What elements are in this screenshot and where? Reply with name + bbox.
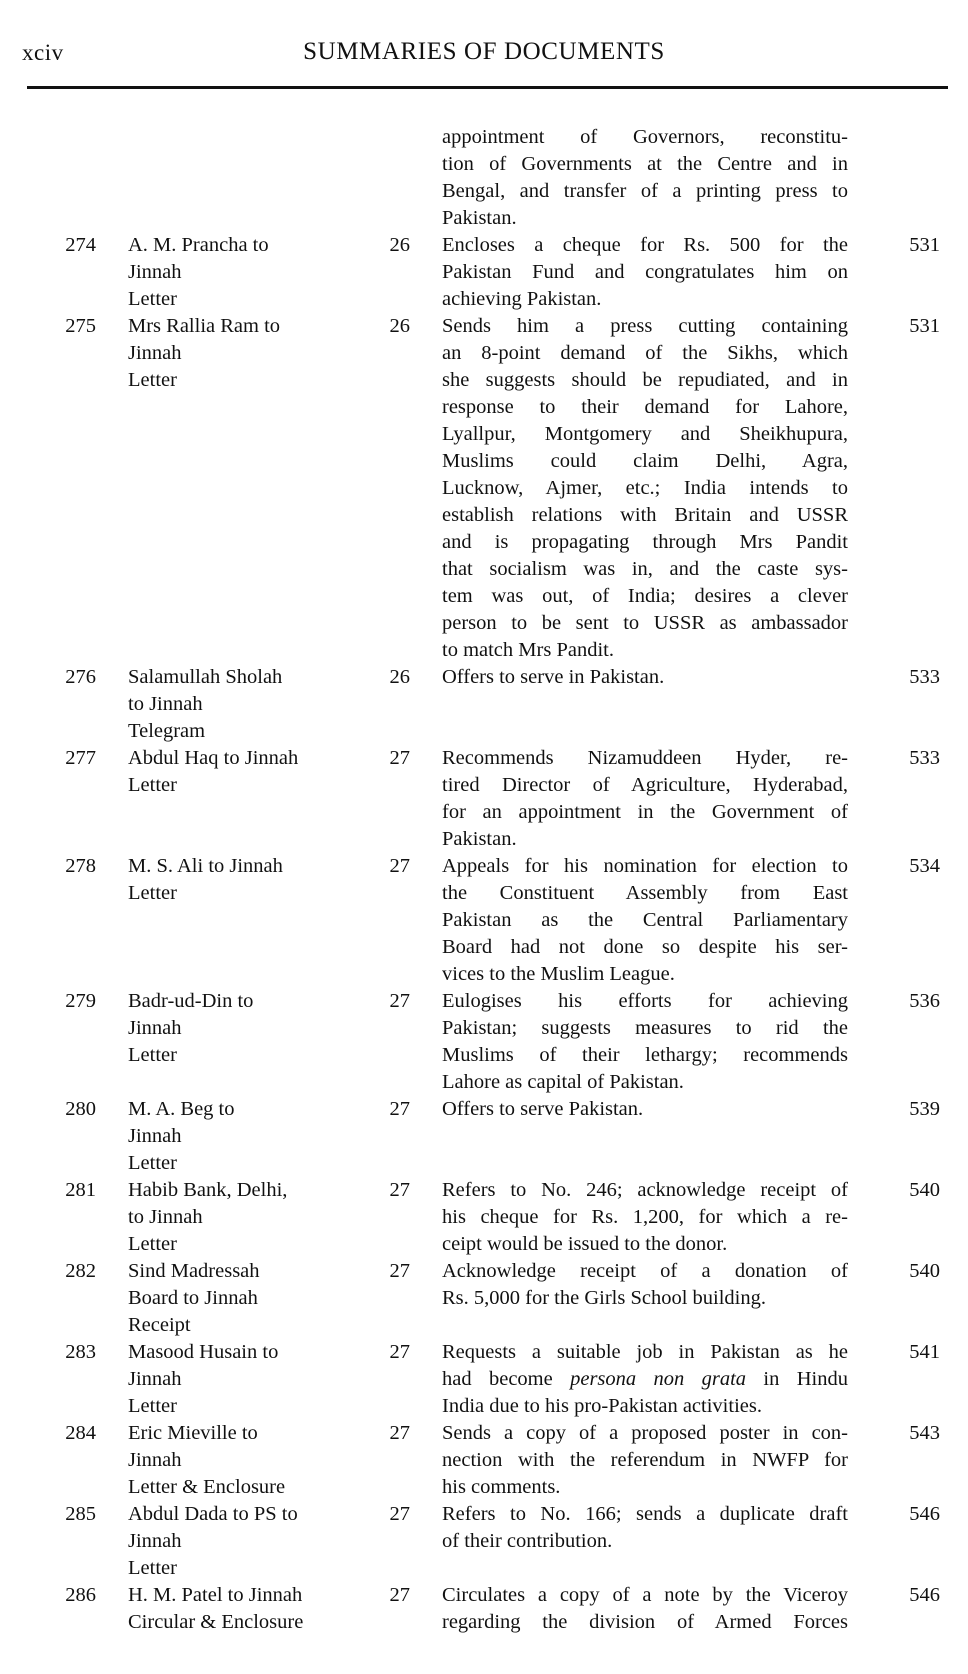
summary-line: for an appointment in the Government of [442,801,848,823]
document-number: 282 [65,1260,96,1282]
sender-line: Badr-ud-Din to [128,990,254,1012]
sender-line: Jinnah [128,1449,182,1471]
document-number: 279 [65,990,96,1012]
table-row [0,313,968,664]
sender-line: Jinnah [128,1017,182,1039]
summary-line: Refers to No. 246; acknowledge receipt of [442,1179,848,1201]
summary-line: achieving Pakistan. [442,288,602,310]
summary-line: Bengal, and transfer of a printing press to [442,180,848,202]
summary-line: that socialism was in, and the caste sys- [442,558,848,580]
document-number: 278 [65,855,96,877]
page-folio: xciv [22,40,64,65]
summary-line: Eulogises his efforts for achieving [442,990,848,1012]
summary-line: tem was out, of India; desires a clever [442,585,848,607]
document-summary [442,1501,848,1555]
summary-line: and is propagating through Mrs Pandit [442,531,848,553]
document-date: 26 [389,234,410,256]
page-number: 533 [909,747,940,769]
document-date: 27 [389,1179,410,1201]
document-date: 26 [389,666,410,688]
sender-line: Jinnah [128,1368,182,1390]
page-number: 540 [909,1260,940,1282]
sender-line: Letter & Enclosure [128,1476,286,1498]
document-summary [442,313,848,664]
summary-line: Lahore as capital of Pakistan. [442,1071,684,1093]
sender-line: Jinnah [128,261,182,283]
summary-line: nection with the referendum in NWFP for [442,1449,848,1471]
summary-line: Refers to No. 166; sends a duplicate draft [442,1503,848,1525]
document-sender [128,988,368,1069]
page-number: 541 [909,1341,940,1363]
sender-line: Receipt [128,1314,191,1336]
summary-line: response to their demand for Lahore, [442,396,848,418]
page-number: 531 [909,315,940,337]
page-number: 543 [909,1422,940,1444]
summary-line: India due to his pro-Pakistan activities. [442,1395,762,1417]
summary-line: tion of Governments at the Centre and in [442,153,848,175]
table-row [0,1501,968,1582]
table-row [0,745,968,853]
summary-line [442,1366,848,1393]
summary-line: Encloses a cheque for Rs. 500 for the [442,234,848,256]
page-number: 531 [909,234,940,256]
table-row [0,664,968,745]
document-sender [128,745,368,799]
summary-line: Appeals for his nomination for election to [442,855,848,877]
page-number: 546 [909,1584,940,1606]
document-summary [442,988,848,1096]
sender-line: Sind Madressah [128,1260,260,1282]
summary-text: in Hindu [746,1368,848,1390]
table-row [0,232,968,313]
document-number: 286 [65,1584,96,1606]
document-summary [442,1177,848,1258]
summary-line: Pakistan as the Central Parliamentary [442,909,848,931]
sender-line: M. S. Ali to Jinnah [128,855,283,877]
running-title: SUMMARIES OF DOCUMENTS [303,38,665,65]
document-date: 27 [389,1584,410,1606]
document-sender [128,664,368,745]
document-sender [128,1177,368,1258]
document-summary [442,1258,848,1312]
summary-line: regarding the division of Armed Forces [442,1611,848,1633]
summary-line: Pakistan. [442,207,517,229]
document-date: 27 [389,1422,410,1444]
document-sender [128,1420,368,1501]
document-date: 27 [389,855,410,877]
summary-line: Pakistan Fund and congratulates him on [442,261,848,283]
document-number: 276 [65,666,96,688]
header-rule [27,86,948,89]
summary-line: his comments. [442,1476,561,1498]
document-summary [442,664,848,691]
document-number: 280 [65,1098,96,1120]
document-sender [128,1339,368,1420]
sender-line: Jinnah [128,1530,182,1552]
summary-line: Requests a suitable job in Pakistan as he [442,1341,848,1363]
summary-line: establish relations with Britain and USSR [442,504,848,526]
document-date: 26 [389,315,410,337]
summary-line: Sends a copy of a proposed poster in con- [442,1422,848,1444]
page-number: 539 [909,1098,940,1120]
document-date: 27 [389,1098,410,1120]
sender-line: Salamullah Sholah [128,666,283,688]
document-sender [128,313,368,394]
summary-line: Muslims could claim Delhi, Agra, [442,450,848,472]
sender-line: Letter [128,1233,177,1255]
sender-line: Jinnah [128,1125,182,1147]
document-summary [442,124,848,232]
document-summary [442,1339,848,1420]
sender-line: Masood Husain to [128,1341,279,1363]
document-number: 277 [65,747,96,769]
document-number: 281 [65,1179,96,1201]
document-summary-table [0,124,968,1636]
summary-line: Offers to serve Pakistan. [442,1098,644,1120]
document-date: 27 [389,1260,410,1282]
summary-line: Acknowledge receipt of a donation of [442,1260,848,1282]
table-row [0,124,968,232]
sender-line: Abdul Haq to Jinnah [128,747,299,769]
document-number: 274 [65,234,96,256]
document-summary [442,1582,848,1636]
sender-line: Letter [128,288,177,310]
summary-line: Board had not done so despite his ser- [442,936,848,958]
summary-text: had become [442,1368,571,1390]
summary-line: appointment of Governors, reconstitu- [442,126,848,148]
page-number: 533 [909,666,940,688]
summary-line: an 8-point demand of the Sikhs, which [442,342,848,364]
document-date: 27 [389,990,410,1012]
table-row [0,1339,968,1420]
sender-line: Letter [128,1152,177,1174]
summary-line: vices to the Muslim League. [442,963,675,985]
summary-line: person to be sent to USSR as ambassador [442,612,848,634]
page-number: 534 [909,855,940,877]
summary-line: Circulates a copy of a note by the Viceroy [442,1584,848,1606]
summary-line: Lyallpur, Montgomery and Sheikhupura, [442,423,848,445]
summary-line: Pakistan. [442,828,517,850]
summary-line: Rs. 5,000 for the Girls School building. [442,1287,767,1309]
sender-line: Letter [128,369,177,391]
italic-phrase: persona non grata [570,1368,747,1390]
table-row [0,1582,968,1636]
sender-line: Board to Jinnah [128,1287,258,1309]
document-summary [442,232,848,313]
summary-line: his cheque for Rs. 1,200, for which a re- [442,1206,848,1228]
document-summary [442,853,848,988]
sender-line: Telegram [128,720,206,742]
document-number: 284 [65,1422,96,1444]
summary-line: Muslims of their lethargy; recommends [442,1044,848,1066]
document-sender [128,1258,368,1339]
sender-line: Abdul Dada to PS to [128,1503,298,1525]
document-sender [128,1501,368,1582]
sender-line: Letter [128,1395,177,1417]
document-date: 27 [389,1341,410,1363]
sender-line: A. M. Prancha to [128,234,269,256]
table-row [0,1177,968,1258]
summary-line: the Constituent Assembly from East [442,882,848,904]
sender-line: to Jinnah [128,1206,203,1228]
summary-line: Offers to serve in Pakistan. [442,666,665,688]
sender-line: Habib Bank, Delhi, [128,1179,288,1201]
page-number: 536 [909,990,940,1012]
summary-line: Lucknow, Ajmer, etc.; India intends to [442,477,848,499]
sender-line: Jinnah [128,342,182,364]
document-date: 27 [389,747,410,769]
summary-line: Sends him a press cutting containing [442,315,848,337]
table-row [0,1258,968,1339]
table-row [0,988,968,1096]
summary-line: ceipt would be issued to the donor. [442,1233,728,1255]
sender-line: Mrs Rallia Ram to [128,315,281,337]
table-row [0,853,968,988]
document-number: 285 [65,1503,96,1525]
document-sender [128,1582,368,1636]
table-row [0,1096,968,1177]
sender-line: Circular & Enclosure [128,1611,304,1633]
summary-line: tired Director of Agriculture, Hyderabad, [442,774,848,796]
sender-line: Letter [128,1557,177,1579]
page-number: 546 [909,1503,940,1525]
summary-line: Pakistan; suggests measures to rid the [442,1017,848,1039]
sender-line: to Jinnah [128,693,203,715]
sender-line: Letter [128,1044,177,1066]
document-summary [442,745,848,853]
document-summary [442,1420,848,1501]
sender-line: Eric Mieville to [128,1422,258,1444]
document-number: 283 [65,1341,96,1363]
document-number: 275 [65,315,96,337]
document-sender [128,1096,368,1177]
document-sender [128,232,368,313]
document-summary [442,1096,848,1123]
sender-line: H. M. Patel to Jinnah [128,1584,303,1606]
summary-line: Recommends Nizamuddeen Hyder, re- [442,747,848,769]
page-number: 540 [909,1179,940,1201]
summary-line: of their contribution. [442,1530,613,1552]
table-row [0,1420,968,1501]
sender-line: Letter [128,774,177,796]
document-sender [128,853,368,907]
document-date: 27 [389,1503,410,1525]
summary-line: she suggests should be repudiated, and in [442,369,848,391]
sender-line: Letter [128,882,177,904]
summary-line: to match Mrs Pandit. [442,639,614,661]
sender-line: M. A. Beg to [128,1098,235,1120]
